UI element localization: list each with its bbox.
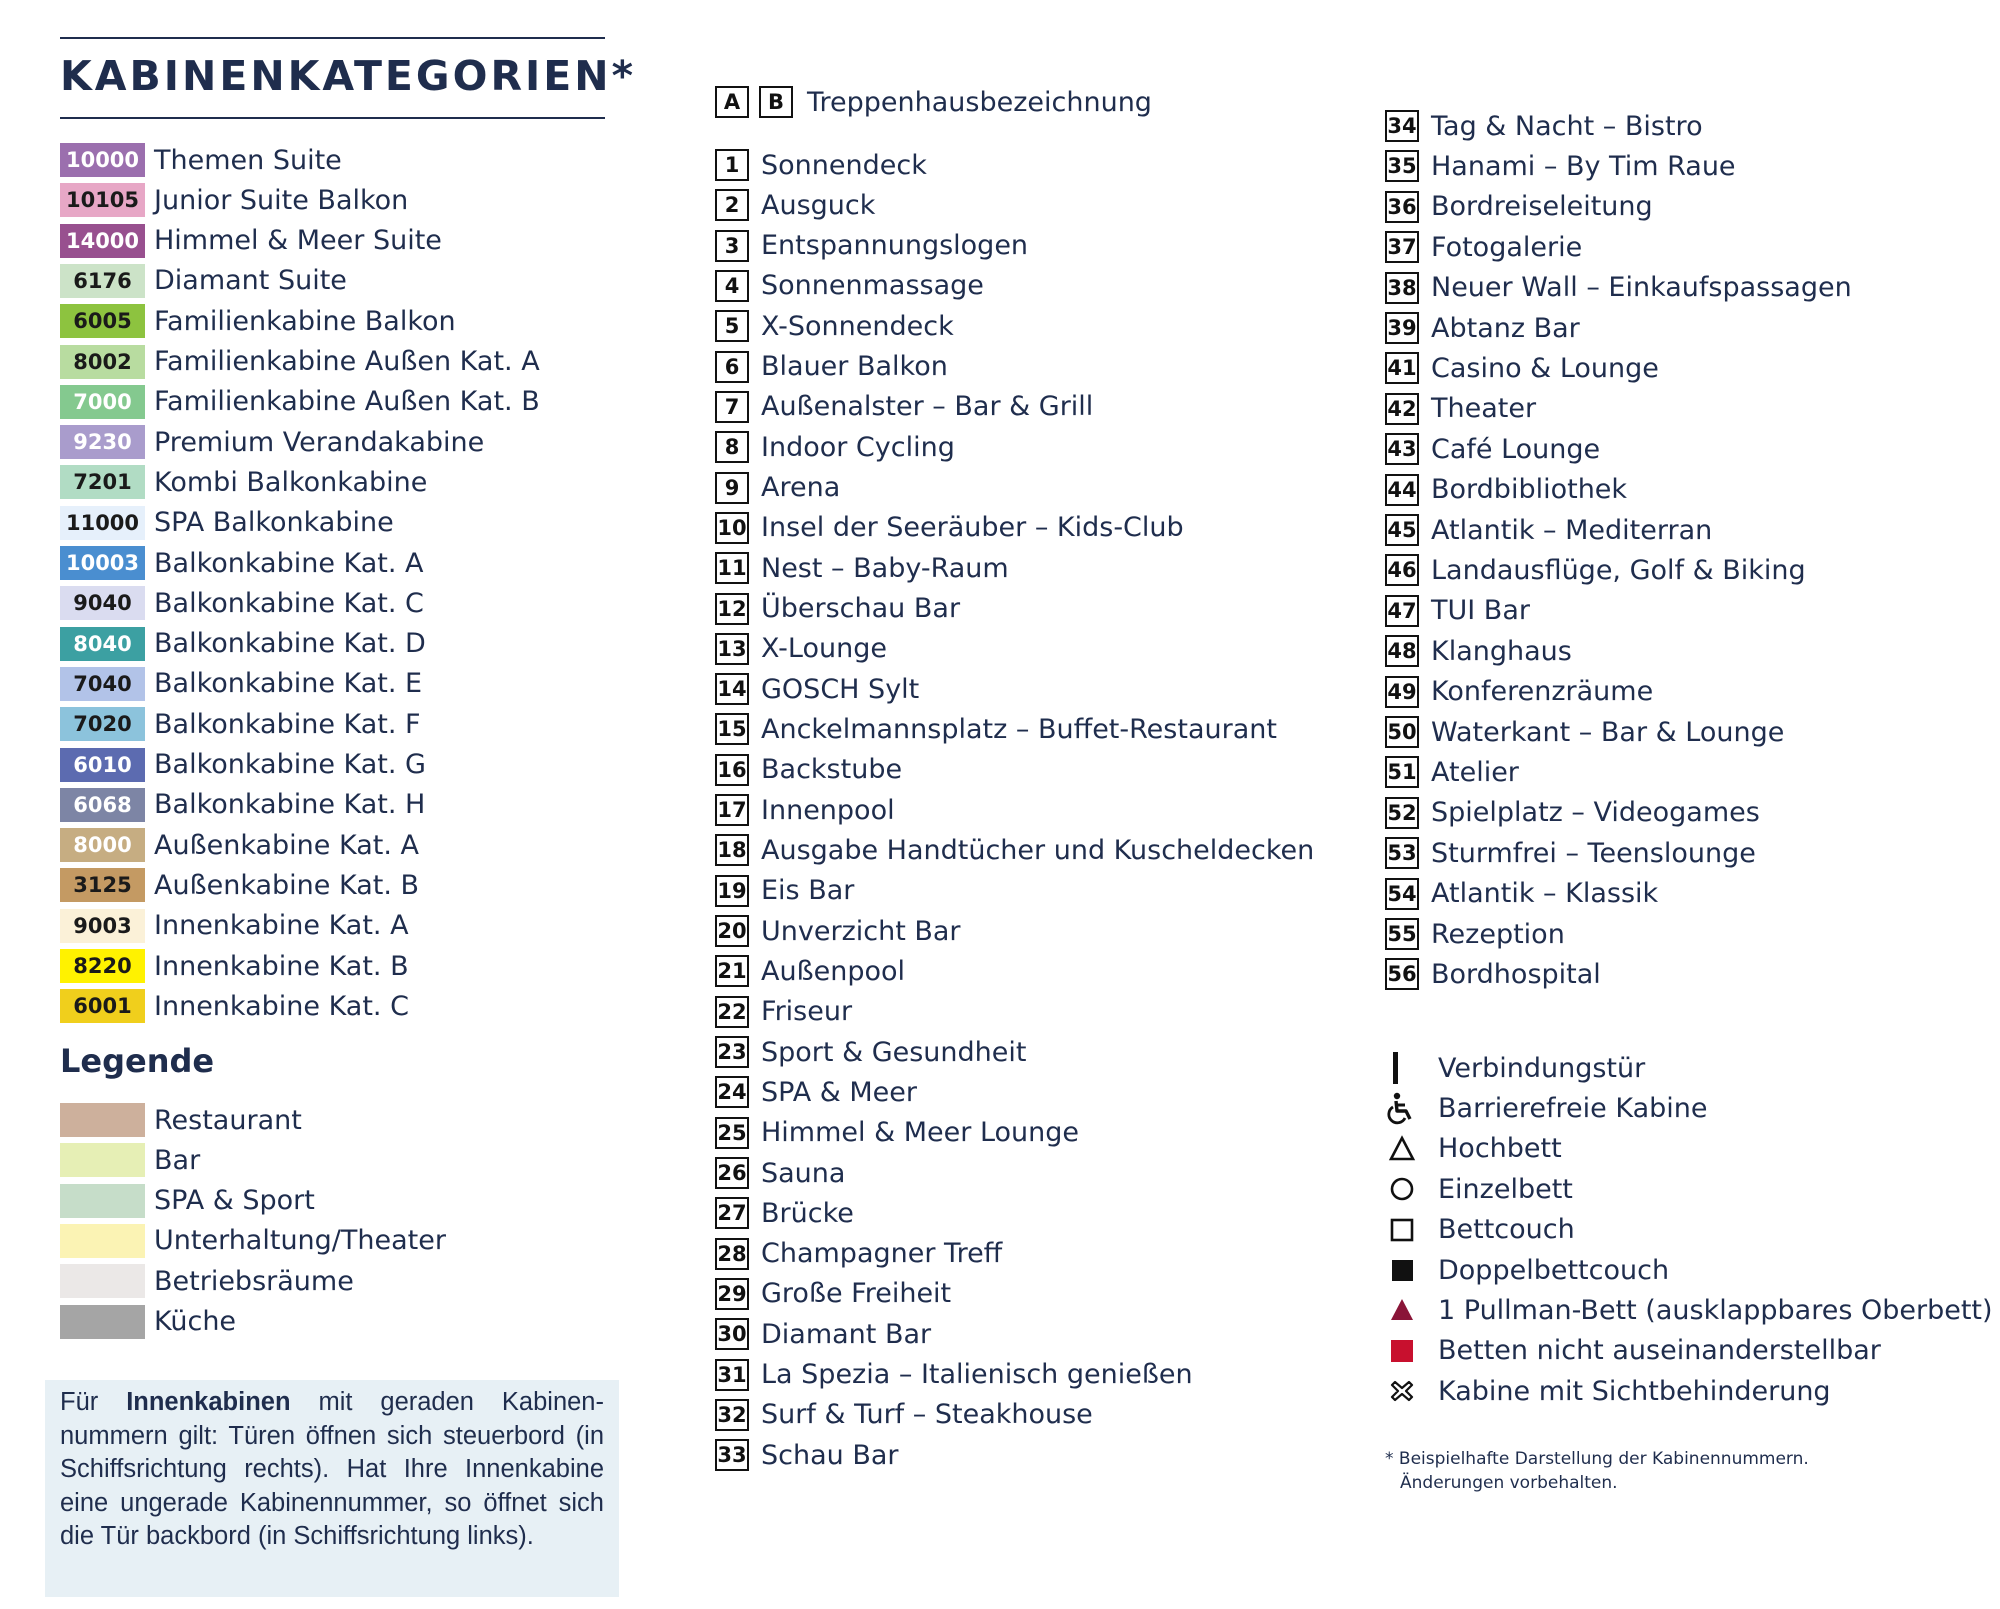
- footnote-line-1: * Beispielhafte Darstellung der Kabinennummern.: [1385, 1449, 1809, 1469]
- venue-label: Sonnendeck: [761, 149, 927, 181]
- venue-number-box: 6: [715, 351, 749, 383]
- venue-number-box: 8: [715, 431, 749, 463]
- venue-number-box: 21: [715, 955, 749, 987]
- legend-label: Betriebsräume: [154, 1265, 354, 1297]
- venue-number-box: 45: [1385, 514, 1419, 546]
- category-row: [60, 264, 347, 298]
- venue-label: Hanami – By Tim Raue: [1431, 150, 1736, 182]
- venue-label: Neuer Wall – Einkaufspassagen: [1431, 272, 1852, 304]
- venue-item: [715, 187, 875, 223]
- staircase-b-box: B: [759, 86, 793, 118]
- venue-number-box: 16: [715, 754, 749, 786]
- category-row: [60, 989, 409, 1023]
- venue-item: [715, 228, 1028, 264]
- symbol-row: [1385, 1252, 1669, 1288]
- category-code: 7020: [60, 707, 145, 741]
- legend-swatch: [60, 1103, 145, 1137]
- venue-label: Anckelmannsplatz – Buffet-Restaurant: [761, 713, 1277, 745]
- square-outline-icon: [1385, 1213, 1419, 1247]
- symbol-label: Einzelbett: [1438, 1173, 1573, 1205]
- venue-label: Brücke: [761, 1197, 854, 1229]
- category-row: [60, 385, 540, 419]
- symbol-row: [1385, 1292, 1993, 1328]
- venue-item: [1385, 593, 1530, 629]
- venue-label: Innenpool: [761, 794, 895, 826]
- venue-item: [1385, 633, 1572, 669]
- venue-item: [715, 792, 895, 828]
- category-row: [60, 788, 425, 822]
- category-code: 6001: [60, 989, 145, 1023]
- venue-label: X-Sonnendeck: [761, 310, 954, 342]
- venue-label: Außenpool: [761, 955, 905, 987]
- venue-item: [715, 1357, 1193, 1393]
- legend-swatch: [60, 1224, 145, 1258]
- info-text: Für Innenkabinen mit geraden Kabinennummern gilt: Türen öffnen sich steuerbord (in Schiffsrichtung rechts). Hat Ihre Innenkabine eine ungerade Kabinennummer, so öffnet sich die Tür backbord (in Schiffsrichtung links).: [60, 1388, 604, 1550]
- category-code: 6176: [60, 264, 145, 298]
- venue-item: [1385, 310, 1580, 346]
- category-label: Familienkabine Außen Kat. B: [154, 386, 540, 418]
- venue-item: [715, 873, 854, 909]
- legend-row: [60, 1224, 446, 1258]
- venue-item: [1385, 270, 1852, 306]
- venue-number-box: 39: [1385, 312, 1419, 344]
- category-label: Premium Verandakabine: [154, 426, 485, 458]
- venue-number-box: 33: [715, 1439, 749, 1471]
- venue-number-box: 19: [715, 875, 749, 907]
- venue-item: [715, 752, 902, 788]
- legend-label: Bar: [154, 1144, 201, 1176]
- venue-number-box: 24: [715, 1076, 749, 1108]
- symbol-row: [1385, 1171, 1573, 1207]
- legend-swatch: [60, 1143, 145, 1177]
- venue-number-box: 55: [1385, 918, 1419, 950]
- venue-label: Diamant Bar: [761, 1318, 932, 1350]
- venue-item: [1385, 431, 1600, 467]
- venue-number-box: 29: [715, 1278, 749, 1310]
- info-box: [45, 1380, 619, 1597]
- symbol-label: Verbindungstür: [1438, 1052, 1646, 1084]
- venue-number-box: 3: [715, 230, 749, 262]
- category-label: Außenkabine Kat. A: [154, 829, 419, 861]
- title-top-rule: [60, 37, 605, 39]
- category-row: [60, 183, 408, 217]
- venue-label: SPA & Meer: [761, 1076, 918, 1108]
- symbol-label: Hochbett: [1438, 1133, 1562, 1165]
- page-title: KABINENKATEGORIEN*: [60, 52, 637, 100]
- venue-number-box: 4: [715, 270, 749, 302]
- category-row: [60, 909, 409, 943]
- symbol-row: [1385, 1050, 1645, 1086]
- venue-item: [1385, 674, 1653, 710]
- venue-item: [1385, 835, 1756, 871]
- symbol-row: [1385, 1212, 1575, 1248]
- category-code: 7040: [60, 667, 145, 701]
- venue-item: [715, 510, 1184, 546]
- category-label: SPA Balkonkabine: [154, 507, 394, 539]
- wheelchair-icon: [1385, 1091, 1419, 1125]
- category-code: 6005: [60, 304, 145, 338]
- venue-label: Café Lounge: [1431, 433, 1601, 465]
- venue-number-box: 25: [715, 1117, 749, 1149]
- venue-label: GOSCH Sylt: [761, 673, 920, 705]
- venue-item: [1385, 956, 1601, 992]
- legend-row: [60, 1184, 315, 1218]
- venue-number-box: 30: [715, 1318, 749, 1350]
- venue-number-box: 28: [715, 1238, 749, 1270]
- venue-item: [715, 832, 1314, 868]
- venue-label: Theater: [1431, 393, 1537, 425]
- venue-number-box: 12: [715, 593, 749, 625]
- venue-number-box: 13: [715, 633, 749, 665]
- venue-label: Spielplatz – Videogames: [1431, 797, 1760, 829]
- venue-label: La Spezia – Italienisch genießen: [761, 1359, 1193, 1391]
- category-label: Balkonkabine Kat. E: [154, 668, 423, 700]
- venue-label: Ausguck: [761, 189, 876, 221]
- venue-number-box: 34: [1385, 110, 1419, 142]
- category-label: Balkonkabine Kat. A: [154, 547, 424, 579]
- staircase-row: [715, 84, 1152, 120]
- venue-item: [1385, 795, 1760, 831]
- venue-item: [1385, 512, 1712, 548]
- venue-item: [715, 913, 961, 949]
- category-row: [60, 143, 342, 177]
- venue-label: Atlantik – Klassik: [1431, 878, 1659, 910]
- category-label: Familienkabine Balkon: [154, 305, 456, 337]
- venue-label: Champagner Treff: [761, 1238, 1003, 1270]
- venue-item: [1385, 754, 1519, 790]
- legend-row: [60, 1143, 200, 1177]
- venue-number-box: 32: [715, 1399, 749, 1431]
- venue-number-box: 49: [1385, 676, 1419, 708]
- category-code: 8040: [60, 627, 145, 661]
- venue-item: [715, 389, 1093, 425]
- venue-label: Blauer Balkon: [761, 351, 948, 383]
- venue-item: [1385, 108, 1703, 144]
- venue-label: Waterkant – Bar & Lounge: [1431, 716, 1785, 748]
- venue-item: [715, 268, 984, 304]
- category-code: 10000: [60, 143, 145, 177]
- category-row: [60, 224, 442, 258]
- venue-item: [715, 671, 919, 707]
- category-row: [60, 586, 424, 620]
- symbol-label: 1 Pullman-Bett (ausklappbares Oberbett): [1438, 1294, 1993, 1326]
- venue-label: Surf & Turf – Steakhouse: [761, 1399, 1093, 1431]
- venue-number-box: 11: [715, 552, 749, 584]
- venue-label: Rezeption: [1431, 918, 1565, 950]
- category-row: [60, 828, 419, 862]
- category-label: Balkonkabine Kat. C: [154, 587, 424, 619]
- venue-number-box: 35: [1385, 150, 1419, 182]
- staircase-label: Treppenhausbezeichnung: [807, 86, 1152, 118]
- legend-label: Restaurant: [154, 1104, 302, 1136]
- category-code: 3125: [60, 868, 145, 902]
- venue-item: [715, 953, 905, 989]
- venue-number-box: 48: [1385, 635, 1419, 667]
- venue-number-box: 31: [715, 1359, 749, 1391]
- venue-item: [1385, 876, 1658, 912]
- connecting-door-icon: [1385, 1051, 1419, 1085]
- legend-swatch: [60, 1305, 145, 1339]
- venue-number-box: 52: [1385, 797, 1419, 829]
- venue-number-box: 42: [1385, 393, 1419, 425]
- category-row: [60, 345, 540, 379]
- symbol-label: Betten nicht auseinanderstellbar: [1438, 1335, 1881, 1367]
- venue-label: Fotogalerie: [1431, 231, 1583, 263]
- venue-label: Große Freiheit: [761, 1278, 952, 1310]
- legend-swatch: [60, 1184, 145, 1218]
- category-code: 14000: [60, 224, 145, 258]
- venue-label: Himmel & Meer Lounge: [761, 1117, 1080, 1149]
- category-row: [60, 465, 427, 499]
- category-label: Innenkabine Kat. C: [154, 990, 409, 1022]
- venue-label: TUI Bar: [1431, 595, 1530, 627]
- symbol-row: [1385, 1090, 1708, 1126]
- venue-item: [715, 147, 927, 183]
- category-label: Außenkabine Kat. B: [154, 869, 420, 901]
- venue-item: [1385, 916, 1565, 952]
- venue-item: [715, 1397, 1093, 1433]
- venue-item: [715, 349, 948, 385]
- footnote-line-2: Änderungen vorbehalten.: [1400, 1473, 1618, 1493]
- category-code: 10105: [60, 183, 145, 217]
- legend-label: Küche: [154, 1306, 237, 1337]
- venue-item: [1385, 189, 1653, 225]
- venue-item: [715, 470, 840, 506]
- venue-label: Eis Bar: [761, 875, 855, 907]
- category-code: 6010: [60, 748, 145, 782]
- symbol-row: [1385, 1131, 1562, 1167]
- venue-item: [1385, 552, 1806, 588]
- legend-row: [60, 1305, 236, 1339]
- venue-number-box: 51: [1385, 756, 1419, 788]
- venue-number-box: 36: [1385, 191, 1419, 223]
- legend-heading: Legende: [60, 1042, 215, 1080]
- venue-number-box: 9: [715, 472, 749, 504]
- venue-number-box: 26: [715, 1157, 749, 1189]
- venue-number-box: 43: [1385, 433, 1419, 465]
- venue-label: Bordhospital: [1431, 958, 1601, 990]
- venue-label: Sonnenmassage: [761, 270, 984, 302]
- venue-item: [715, 1316, 931, 1352]
- venue-label: Arena: [761, 472, 841, 504]
- venue-label: Konferenzräume: [1431, 676, 1654, 708]
- venue-number-box: 56: [1385, 958, 1419, 990]
- venue-label: Backstube: [761, 754, 903, 786]
- category-code: 6068: [60, 788, 145, 822]
- venue-label: X-Lounge: [761, 633, 887, 665]
- category-code: 8220: [60, 949, 145, 983]
- venue-number-box: 2: [715, 189, 749, 221]
- triangle-outline-icon: [1385, 1132, 1419, 1166]
- venue-number-box: 50: [1385, 716, 1419, 748]
- symbol-label: Barrierefreie Kabine: [1438, 1092, 1708, 1124]
- category-label: Junior Suite Balkon: [154, 184, 409, 216]
- category-label: Innenkabine Kat. A: [154, 910, 409, 942]
- venue-item: [715, 1115, 1079, 1151]
- legend-label: Unterhaltung/Theater: [154, 1225, 446, 1257]
- triangle-filled-icon: [1385, 1293, 1419, 1327]
- venue-label: Unverzicht Bar: [761, 915, 961, 947]
- venue-number-box: 54: [1385, 878, 1419, 910]
- venue-number-box: 1: [715, 149, 749, 181]
- legend-label: SPA & Sport: [154, 1185, 315, 1217]
- venue-number-box: 14: [715, 673, 749, 705]
- venue-number-box: 17: [715, 794, 749, 826]
- venue-item: [1385, 472, 1627, 508]
- category-label: Familienkabine Außen Kat. A: [154, 346, 540, 377]
- category-row: [60, 868, 419, 902]
- category-code: 11000: [60, 506, 145, 540]
- venue-label: Außenalster – Bar & Grill: [761, 391, 1094, 423]
- venue-item: [715, 1276, 951, 1312]
- venue-label: Entspannungslogen: [761, 230, 1029, 262]
- category-row: [60, 748, 426, 782]
- venue-label: Tag & Nacht – Bistro: [1431, 110, 1703, 142]
- symbol-row: [1385, 1333, 1881, 1369]
- venue-label: Indoor Cycling: [761, 431, 955, 463]
- square-filled-icon: [1385, 1253, 1419, 1287]
- category-label: Diamant Suite: [154, 265, 347, 297]
- venue-item: [715, 1155, 845, 1191]
- venue-item: [1385, 391, 1536, 427]
- venue-label: Atlantik – Mediterran: [1431, 514, 1713, 546]
- category-label: Himmel & Meer Suite: [154, 225, 442, 257]
- circle-outline-icon: [1385, 1172, 1419, 1206]
- category-row: [60, 667, 422, 701]
- venue-item: [715, 591, 960, 627]
- red-square-icon: [1385, 1334, 1419, 1368]
- venue-item: [715, 1236, 1002, 1272]
- venue-item: [715, 1437, 899, 1473]
- category-row: [60, 506, 394, 540]
- venue-label: Atelier: [1431, 756, 1519, 788]
- category-code: 7000: [60, 385, 145, 419]
- venue-number-box: 15: [715, 713, 749, 745]
- venue-item: [715, 1195, 854, 1231]
- legend-swatch: [60, 1264, 145, 1298]
- venue-item: [715, 550, 1009, 586]
- venue-label: Friseur: [761, 996, 853, 1028]
- symbol-label: Bettcouch: [1438, 1214, 1575, 1246]
- category-code: 10003: [60, 546, 145, 580]
- venue-number-box: 46: [1385, 554, 1419, 586]
- venue-number-box: 18: [715, 834, 749, 866]
- venue-item: [1385, 714, 1784, 750]
- category-label: Themen Suite: [154, 144, 342, 176]
- venue-number-box: 20: [715, 915, 749, 947]
- venue-label: Casino & Lounge: [1431, 352, 1659, 384]
- venue-label: Nest – Baby-Raum: [761, 552, 1009, 584]
- venue-number-box: 44: [1385, 474, 1419, 506]
- venue-item: [715, 994, 852, 1030]
- venue-item: [1385, 229, 1582, 265]
- venue-label: Abtanz Bar: [1431, 312, 1580, 344]
- venue-label: Bordreiseleitung: [1431, 191, 1653, 223]
- category-code: 9003: [60, 909, 145, 943]
- venue-label: Sauna: [761, 1157, 846, 1189]
- venue-label: Bordbibliothek: [1431, 474, 1628, 506]
- category-row: [60, 304, 456, 338]
- venue-item: [1385, 350, 1659, 386]
- venue-label: Ausgabe Handtücher und Kuscheldecken: [761, 834, 1315, 866]
- cross-icon: [1385, 1374, 1419, 1408]
- venue-item: [715, 429, 955, 465]
- venue-number-box: 27: [715, 1197, 749, 1229]
- venue-item: [715, 1074, 917, 1110]
- category-code: 7201: [60, 465, 145, 499]
- venue-number-box: 22: [715, 996, 749, 1028]
- category-label: Balkonkabine Kat. G: [154, 749, 426, 780]
- category-code: 9040: [60, 586, 145, 620]
- venue-number-box: 5: [715, 310, 749, 342]
- venue-item: [715, 711, 1277, 747]
- category-label: Balkonkabine Kat. D: [154, 628, 426, 660]
- venue-number-box: 37: [1385, 231, 1419, 263]
- category-row: [60, 949, 409, 983]
- title-bottom-rule: [60, 117, 605, 119]
- venue-label: Klanghaus: [1431, 635, 1572, 667]
- footnote: [1385, 1447, 1809, 1495]
- symbol-label: Doppelbettcouch: [1438, 1254, 1670, 1286]
- venue-label: Schau Bar: [761, 1439, 899, 1471]
- category-label: Balkonkabine Kat. H: [154, 789, 426, 821]
- staircase-a-box: A: [715, 86, 749, 118]
- venue-number-box: 23: [715, 1036, 749, 1068]
- venue-number-box: 47: [1385, 595, 1419, 627]
- legend-row: [60, 1264, 354, 1298]
- symbol-label: Kabine mit Sichtbehinderung: [1438, 1375, 1831, 1407]
- venue-item: [715, 631, 887, 667]
- category-row: [60, 425, 484, 459]
- venue-number-box: 41: [1385, 352, 1419, 384]
- category-code: 8002: [60, 345, 145, 379]
- category-label: Innenkabine Kat. B: [154, 950, 409, 982]
- symbol-row: [1385, 1373, 1831, 1409]
- venue-number-box: 10: [715, 512, 749, 544]
- venue-label: Überschau Bar: [761, 593, 961, 625]
- category-row: [60, 707, 421, 741]
- venue-label: Landausflüge, Golf & Biking: [1431, 554, 1806, 586]
- venue-label: Insel der Seeräuber – Kids-Club: [761, 512, 1184, 544]
- venue-number-box: 53: [1385, 837, 1419, 869]
- category-label: Balkonkabine Kat. F: [154, 708, 421, 740]
- category-code: 8000: [60, 828, 145, 862]
- venue-number-box: 38: [1385, 272, 1419, 304]
- venue-label: Sturmfrei – Teenslounge: [1431, 837, 1756, 869]
- category-row: [60, 627, 426, 661]
- legend-row: [60, 1103, 302, 1137]
- venue-item: [715, 308, 954, 344]
- venue-item: [1385, 148, 1736, 184]
- venue-label: Sport & Gesundheit: [761, 1036, 1027, 1068]
- venue-number-box: 7: [715, 391, 749, 423]
- category-code: 9230: [60, 425, 145, 459]
- venue-item: [715, 1034, 1026, 1070]
- category-row: [60, 546, 424, 580]
- category-label: Kombi Balkonkabine: [154, 466, 428, 498]
